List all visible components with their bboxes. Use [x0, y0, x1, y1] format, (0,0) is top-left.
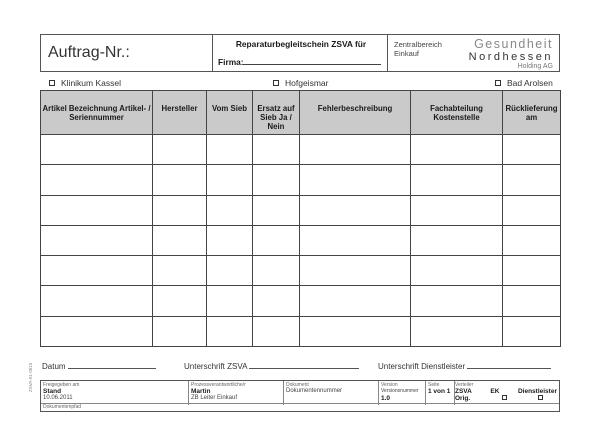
page-label: Seite — [428, 382, 440, 388]
table-cell[interactable] — [411, 165, 503, 195]
footer-version-cell — [379, 381, 426, 405]
table-header-row — [41, 91, 561, 135]
table-cell[interactable] — [300, 316, 411, 346]
distribution-label: Verteiler — [455, 382, 474, 388]
table-cell[interactable] — [41, 316, 153, 346]
location-label: Bad Arolsen — [507, 78, 553, 88]
table-cell[interactable] — [41, 256, 153, 286]
table-cell[interactable] — [207, 256, 253, 286]
department-line-1: Zentralbereich — [394, 40, 442, 49]
location-option-bad-arolsen[interactable] — [495, 78, 553, 88]
zsva-signature — [184, 362, 359, 371]
table-cell[interactable] — [253, 195, 300, 225]
table-row — [41, 225, 561, 255]
column-header: Hersteller — [153, 91, 207, 135]
footer-document-cell — [284, 381, 379, 405]
stand-value: 10.06.2011 — [43, 395, 73, 401]
footer-owner-cell — [189, 381, 284, 405]
table-cell[interactable] — [253, 135, 300, 165]
table-cell[interactable] — [207, 195, 253, 225]
table-row — [41, 316, 561, 346]
table-row — [41, 165, 561, 195]
zsva-signature-label: Unterschrift ZSVA — [184, 362, 248, 371]
distribution-row — [455, 388, 557, 395]
table-cell[interactable] — [41, 195, 153, 225]
checkbox[interactable] — [49, 80, 55, 86]
logo-line-3: Holding AG — [517, 63, 553, 70]
dist-orig: Orig. — [455, 395, 471, 402]
owner-department: ZB Leiter Einkauf — [191, 395, 238, 401]
table-cell[interactable] — [253, 165, 300, 195]
table-cell[interactable] — [503, 256, 561, 286]
table-cell[interactable] — [411, 195, 503, 225]
table-cell[interactable] — [153, 316, 207, 346]
table-cell[interactable] — [207, 135, 253, 165]
table-cell[interactable] — [253, 316, 300, 346]
logo-line-2: Nordhessen — [468, 51, 553, 63]
table-cell[interactable] — [153, 165, 207, 195]
checkbox[interactable] — [273, 80, 279, 86]
table-cell[interactable] — [153, 256, 207, 286]
table-row — [41, 135, 561, 165]
form-header — [40, 34, 560, 72]
footer-release-cell — [41, 381, 189, 405]
checkbox[interactable] — [502, 395, 507, 400]
provider-signature-line[interactable] — [467, 362, 551, 369]
version-value: 1.0 — [381, 395, 391, 402]
checkbox[interactable] — [495, 80, 501, 86]
table-cell[interactable] — [207, 165, 253, 195]
date-label: Datum — [42, 362, 66, 371]
dist-dienstleister: Dienstleister — [517, 388, 557, 395]
table-row — [41, 195, 561, 225]
company-logo — [469, 38, 553, 71]
table-cell[interactable] — [411, 316, 503, 346]
table-row — [41, 286, 561, 316]
table-cell[interactable] — [253, 225, 300, 255]
document-path: Dokumentenpfad — [41, 403, 559, 411]
location-option-kassel[interactable] — [49, 78, 121, 88]
version-label: Version — [381, 382, 398, 388]
table-cell[interactable] — [411, 135, 503, 165]
table-row — [41, 256, 561, 286]
column-header: Fachabteilung Kostenstelle — [411, 91, 503, 135]
department-line-2: Einkauf — [394, 49, 420, 58]
column-header: Ersatz auf Sieb Ja / Nein — [253, 91, 300, 135]
table-cell[interactable] — [207, 316, 253, 346]
form-title-box — [213, 35, 388, 71]
column-header: Rücklieferung am — [503, 91, 561, 135]
page-value: 1 von 1 — [428, 388, 451, 395]
footer-distribution-cell — [453, 381, 559, 405]
owner-name: Martin — [191, 388, 211, 395]
column-header: Artikel Bezeichnung Artikel- / Seriennummer — [41, 91, 153, 135]
order-number-label: Auftrag-Nr.: — [48, 44, 130, 61]
table-cell[interactable] — [411, 286, 503, 316]
table-cell[interactable] — [411, 256, 503, 286]
column-header: Vom Sieb — [207, 91, 253, 135]
table-cell[interactable] — [41, 135, 153, 165]
table-cell[interactable] — [153, 195, 207, 225]
document-label: Dokument — [286, 382, 309, 388]
dist-zsva: ZSVA — [455, 388, 472, 395]
date-signature — [42, 362, 156, 371]
firma-label: Firma: — [218, 57, 244, 67]
checkbox[interactable] — [538, 395, 543, 400]
date-input-line[interactable] — [68, 362, 156, 369]
version-number-label: Versionsnummer — [381, 388, 419, 394]
owner-label: Prozessverantwortliche/r — [191, 382, 246, 388]
provider-signature-label: Unterschrift Dienstleister — [378, 362, 466, 371]
location-option-hofgeismar[interactable] — [273, 78, 328, 88]
logo-line-1: Gesundheit — [474, 37, 553, 51]
form-title: Reparaturbegleitschein ZSVA für — [235, 39, 367, 49]
department-label — [394, 40, 442, 58]
firma-input-line[interactable] — [243, 64, 381, 65]
table-cell[interactable] — [503, 316, 561, 346]
table-cell[interactable] — [41, 165, 153, 195]
table-cell[interactable] — [153, 286, 207, 316]
side-document-id: ZSVA-01-0815 — [28, 362, 33, 392]
table-cell[interactable] — [41, 286, 153, 316]
table-cell[interactable] — [207, 225, 253, 255]
column-header: Fehlerbeschreibung — [300, 91, 411, 135]
table-cell[interactable] — [503, 195, 561, 225]
table-cell[interactable] — [300, 225, 411, 255]
table-cell[interactable] — [503, 165, 561, 195]
distribution-check-row — [455, 395, 557, 402]
table-cell[interactable] — [253, 286, 300, 316]
document-number: Dokumentennummer — [286, 388, 343, 394]
table-cell[interactable] — [253, 256, 300, 286]
table-cell[interactable] — [503, 225, 561, 255]
table-cell[interactable] — [411, 225, 503, 255]
stand-label: Stand — [43, 388, 62, 395]
document-footer — [40, 380, 560, 412]
location-label: Hofgeismar — [285, 78, 329, 88]
table-cell[interactable] — [300, 165, 411, 195]
company-box — [388, 35, 559, 71]
location-label: Klinikum Kassel — [61, 78, 121, 88]
table-cell[interactable] — [503, 135, 561, 165]
table-cell[interactable] — [300, 286, 411, 316]
dist-ek: EK — [490, 388, 500, 395]
table-cell[interactable] — [41, 225, 153, 255]
table-cell[interactable] — [503, 286, 561, 316]
table-cell[interactable] — [300, 195, 411, 225]
footer-page-cell — [426, 381, 455, 405]
provider-signature — [378, 362, 551, 371]
zsva-signature-line[interactable] — [249, 362, 359, 369]
table-cell[interactable] — [153, 135, 207, 165]
table-cell[interactable] — [153, 225, 207, 255]
repair-items-table — [40, 90, 561, 347]
table-cell[interactable] — [207, 286, 253, 316]
order-number-field[interactable] — [41, 35, 213, 71]
table-cell[interactable] — [300, 135, 411, 165]
release-label: Freigegeben am — [43, 382, 80, 388]
table-cell[interactable] — [300, 256, 411, 286]
